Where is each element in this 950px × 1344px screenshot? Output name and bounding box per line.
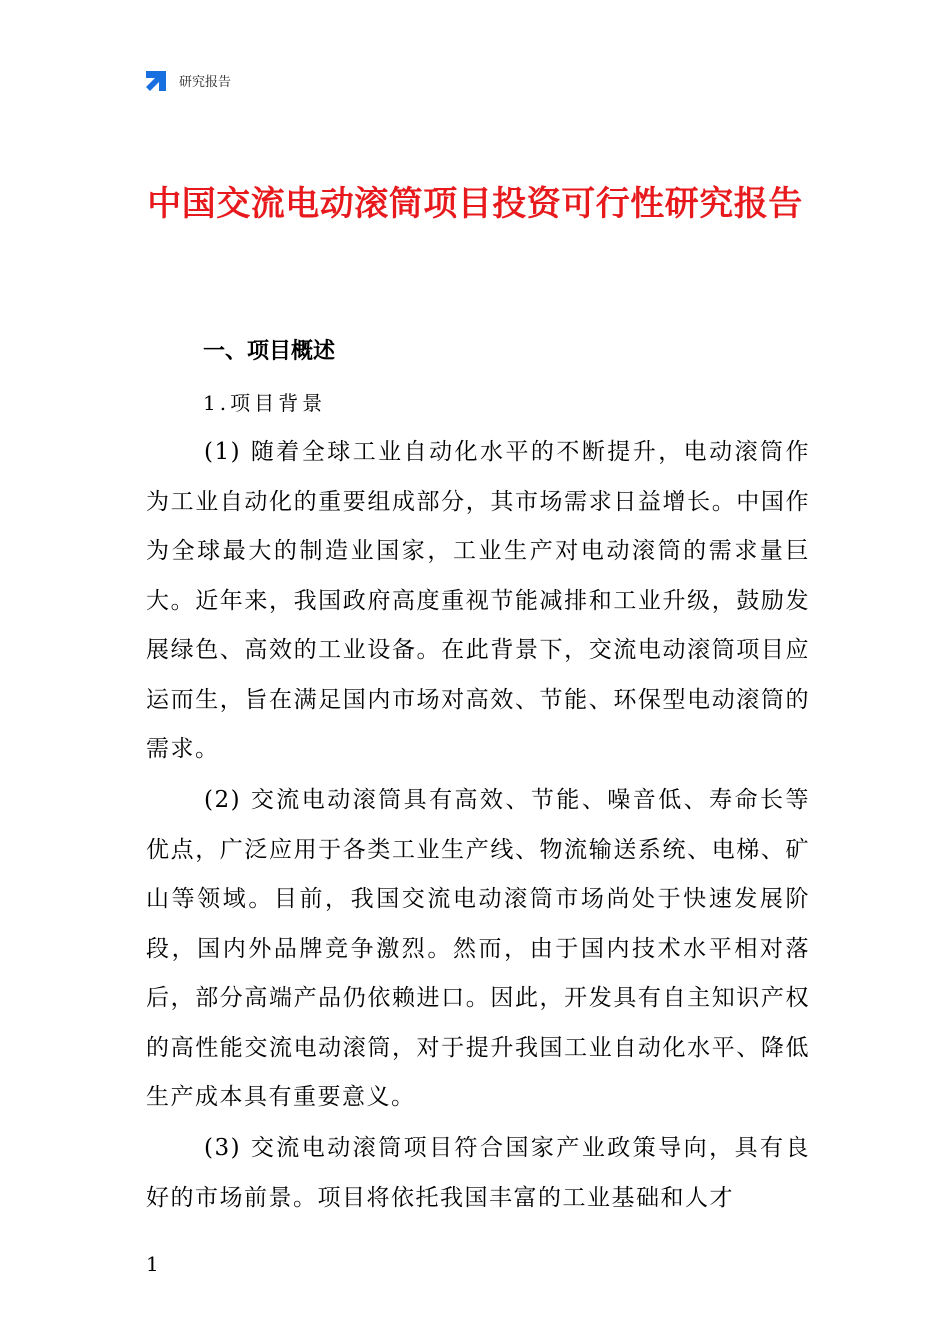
page-number: 1 <box>146 1252 159 1276</box>
paragraph-2: (2) 交流电动滚筒具有高效、节能、噪音低、寿命长等优点，广泛应用于各类工业生产线、物流输送系统、电梯、矿山等领域。目前，我国交流电动滚筒市场尚处于快速发展阶段，国内外品牌竞争激烈。然而，由于国内技术水平相对落后，部分高端产品仍依赖进口。因此，开发具有自主知识产权的高性能交流电动滚筒，对于提升我国工业自动化水平、降低生产成本具有重要意义。 <box>146 787 810 1110</box>
paragraph-3: (3) 交流电动滚筒项目符合国家产业政策导向，具有良好的市场前景。项目将依托我国丰富的工业基础和人才 <box>146 1135 810 1211</box>
paragraph-1: (1) 随着全球工业自动化水平的不断提升，电动滚筒作为工业自动化的重要组成部分，其市场需求日益增长。中国作为全球最大的制造业国家，工业生产对电动滚筒的需求量巨大。近年来，我国政府高度重视节能减排和工业升级，鼓励发展绿色、高效的工业设备。在此背景下，交流电动滚筒项目应运而生，旨在满足国内市场对高效、节能、环保型电动滚筒的需求。 <box>146 439 810 762</box>
section-heading: 一、项目概述 <box>203 339 336 364</box>
document-title: 中国交流电动滚筒项目投资可行性研究报告 <box>147 184 803 224</box>
arrow-logo-icon <box>144 67 170 93</box>
report-header <box>144 66 231 94</box>
header-label: 研究报告 <box>179 74 232 90</box>
subsection-heading: 1.项目背景 <box>203 391 327 415</box>
